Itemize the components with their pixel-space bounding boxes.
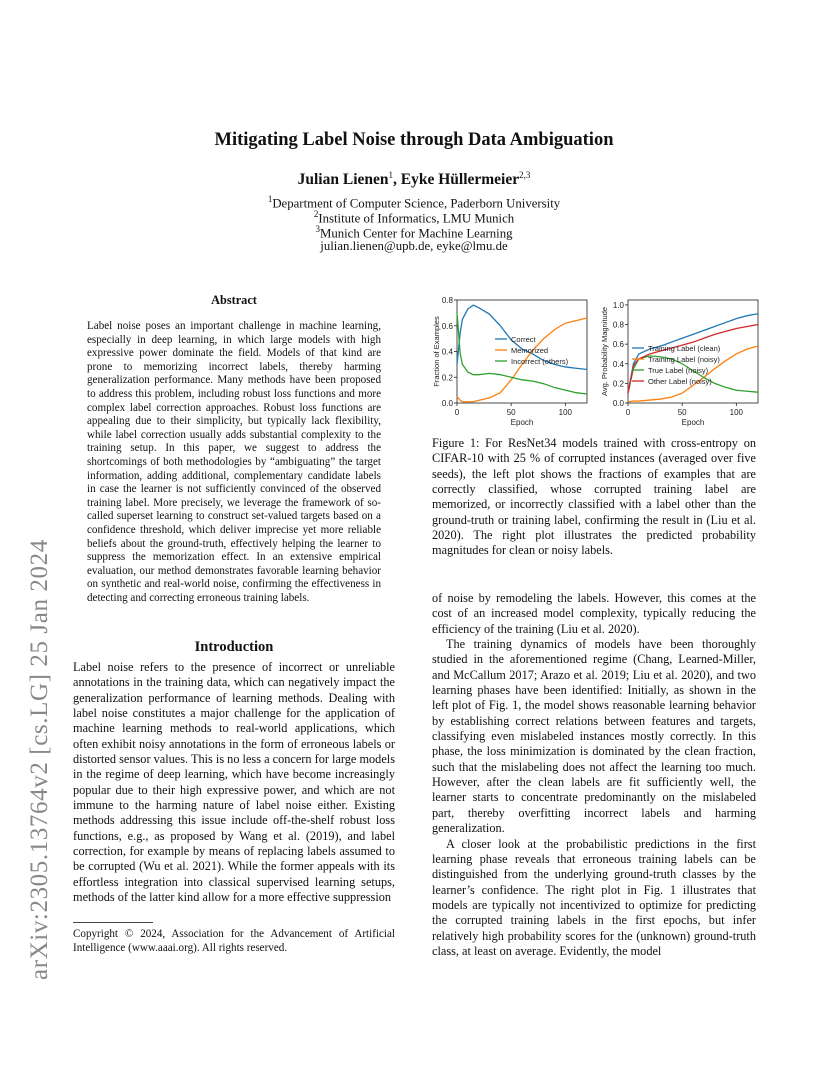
y-tick-label: 0.6 [441,321,453,331]
abstract-text: Label noise poses an important challenge in machine learning, especially in deep learning, in which large models with high expressive power dominate the field. Models of that kind are prone to memorizing incorrect labels, thereby harming generalization performance. Many methods have been proposed to address this problem, including robust loss functions and more complex label correction approaches. Robust loss functions are appealing due to their simplicity, but typically lack flexibility, while label correction usually adds substantial complexity to the training setup. In this paper, we suggest to address the shortcomings of both methodologies by “ambiguating” the target information, adding additional, complementary candidate labels in case the learner is not sufficiently convinced of the observed training label. More precisely, we leverage the framework of so-called superset learning to construct set-valued targets based on a confidence threshold, which deliver imprecise yet more reliable beliefs about the ground-truth, effectively helping the learner to suppress the memorization effect. In an extensive empirical evaluation, our method demonstrates favorable learning behavior on synthetic and real-world noise, confirming the effectiveness in detecting and correcting erroneous training labels. [87,320,381,604]
copyright-notice: Copyright © 2024, Association for the Advancement of Artificial Intelligence (www.aaai.org). All rights reserved. [73,928,395,954]
author-affiliation-mark: 1 [388,170,393,180]
introduction-heading: Introduction [194,639,274,655]
affiliation: $^2$Institute of Informatics, LMU Munich [313,209,515,226]
x-tick-label: 50 [677,408,687,417]
author-affiliation-mark: 2,3 [519,170,531,180]
paragraph: Label noise refers to the presence of incorrect or unreliable annotations in the training data, which can negatively impact the generalization performance of learning methods. Dealing with label noise constitutes a major challenge for the application of machine learning methods to real-world applications, which often exhibit noisy annotations in the form of erroneous labels or distorted sensor values. This is no less a concern for large models in the regime of deep learning, which have become increasingly popular due to their high expressive power, and which are not immune to the harming nature of label noise either. Existing methods addressing this issue include off-the-shelf robust loss functions, e.g., as proposed by Wang et al. (2019), and label correction, for example by means of replacing labels assumed to be corrupted (Wu et al. 2021). While the former appeals with its effortless integration into classical supervised learning setups, methods of the latter kind allow for a more effective suppression [73,660,395,905]
y-tick-label: 0.4 [612,359,624,369]
author-emails: julian.lienen@upb.de, eyke@lmu.de [320,239,508,253]
arxiv-identifier: arXiv:2305.13764v2 [cs.LG] 25 Jan 2024 [26,539,53,980]
legend-label: Other Label (noisy) [648,377,712,386]
right-column-text [432,591,756,959]
figure-caption: Figure 1: For ResNet34 models trained with cross-entropy on CIFAR-10 with 25 % of corrupted instances (averaged over five seeds), the left plot shows the fractions of examples that are correctly classified, whose corrupted training label are memorized, or incorrectly classified with a label other than the ground-truth or training label, confirming the result in (Liu et al. 2020). The right plot illustrates the predicted probability magnitudes for clean or noisy labels. [432,436,756,558]
x-tick-label: 50 [506,408,516,417]
paragraph: of noise by remodeling the labels. However, this comes at the cost of an increased model complexity, typically reducing the efficiency of the training (Liu et al. 2020). [432,591,756,636]
x-axis-label: Epoch [681,418,705,427]
footnote-rule [73,922,153,923]
y-tick-label: 0.8 [441,296,453,305]
paper-title: Mitigating Label Noise through Data Ambiguation [214,130,614,150]
y-tick-label: 0.2 [612,379,624,389]
figure-1 [425,290,765,430]
paragraph: The training dynamics of models have been thoroughly studied in the aforementioned regime (Chang, Learned-Miller, and McCallum 2017; Arazo et al. 2019; Liu et al. 2020), and two learning phases have been identified: Initially, as shown in the left plot of Fig. 1, the model shows reasonable learning behavior by establishing correct relations between features and targets, classifying even mislabeled instances mostly correctly. In this phase, the loss minimization is dominated by the clean fraction, such that the mislabeling does not affect the learning too much. However, after the clean labels are fit sufficiently well, the learner starts to concentrate predominantly on the mislabeled part, thereby overfitting incorrect labels and harming generalization. [432,637,756,836]
author-list: Julian Lienen$^1$, Eyke Hüllermeier$^{2,3}$ [297,170,531,189]
y-axis-label: Avg. Probability Magnitude [600,306,609,397]
x-tick-label: 0 [454,408,460,417]
y-tick-label: 0.2 [441,373,453,383]
x-tick-label: 100 [558,408,573,417]
y-tick-label: 0.6 [612,340,624,350]
y-tick-label: 0.0 [441,399,453,408]
legend-label: Incorrect (others) [511,357,569,366]
legend-label: Training Label (clean) [648,344,721,353]
x-tick-label: 100 [729,408,744,417]
affiliation: $^3$Munich Center for Machine Learning [315,224,513,241]
author-name: Julian Lienen [297,171,389,189]
x-tick-label: 0 [625,408,631,417]
y-tick-label: 0.8 [612,320,624,330]
legend-label: Correct [511,335,536,344]
legend-label: True Label (noisy) [648,366,709,375]
abstract-heading: Abstract [211,293,257,307]
paragraph: A closer look at the probabilistic predictions in the first learning phase reveals that erroneous training labels can be distinguished from the underlying ground-truth classes by the learner’s confidence. The right plot in Fig. 1 illustrates that models are typically not incentivized to optimize for predicting the corrupted training labels in the first epochs, but infer relatively high probability scores for the (unknown) ground-truth class, at least on average. Evidently, the model [432,836,756,958]
x-axis-label: Epoch [510,418,534,427]
y-tick-label: 0.0 [612,399,624,408]
affiliation: $^1$Department of Computer Science, Paderborn University [267,194,561,211]
legend-label: Training Label (noisy) [648,355,720,364]
y-tick-label: 0.4 [441,347,453,357]
y-tick-label: 1.0 [612,300,624,310]
y-axis-label: Fraction of Examples [432,316,441,387]
author-name: Eyke Hüllermeier [400,171,520,189]
introduction-text [73,660,395,906]
legend-label: Memorized [511,346,549,355]
